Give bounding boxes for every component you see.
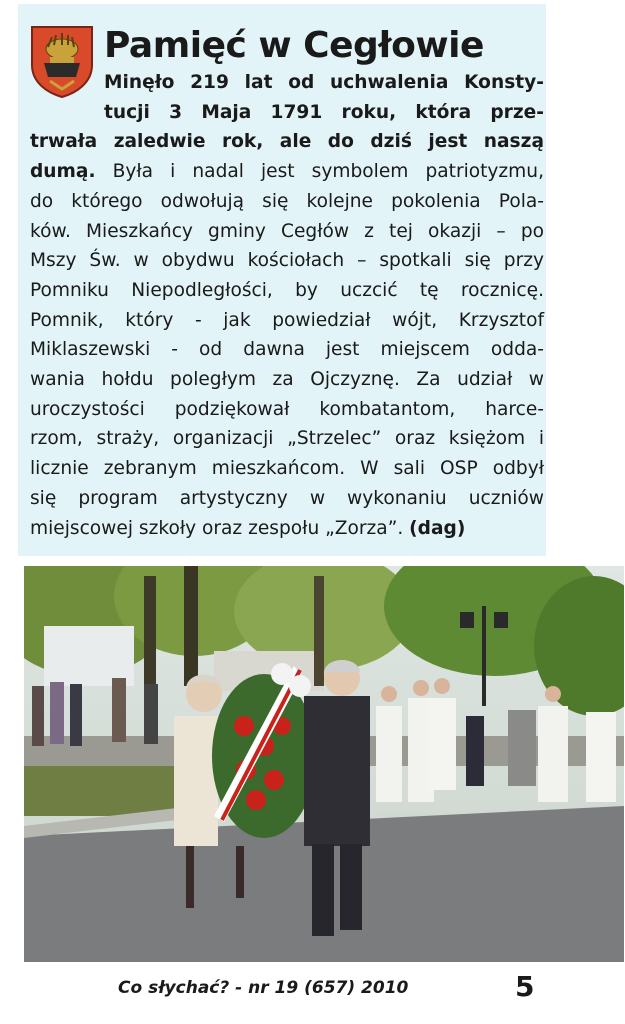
body-line: Pomnik, który - jak powiedział wójt, Krzysztof [30, 309, 544, 331]
body-line: uroczystości podziękował kombatantom, harce- [30, 398, 544, 420]
page-number: 5 [515, 970, 535, 1003]
body-text: miejscowej szkoły oraz zespołu „Zorza”. [30, 517, 410, 539]
ceremony-photo [24, 566, 624, 962]
lead-line: Minęło 219 lat od uchwalenia Konsty- [104, 72, 544, 93]
lead-line: trwała zaledwie rok, ale do dziś jest naszą [30, 131, 544, 153]
body-line: Pomniku Niepodległości, by uczcić tę rocznicę. [30, 279, 544, 301]
lead-end: dumą. [30, 161, 96, 183]
article-paragraph [30, 157, 544, 543]
body-line: ków. Mieszkańcy gminy Cegłów z tej okazji – po [30, 220, 544, 242]
body-line: Mszy Św. w obydwu kościołach – spotkali się przy [30, 250, 544, 272]
article-title: Pamięć w Cegłowie [104, 25, 484, 66]
body-line [30, 514, 544, 544]
body-line [30, 157, 544, 187]
article-body [30, 68, 544, 543]
byline: (dag) [409, 517, 466, 539]
body-line: się program artystyczny w wykonaniu uczniów [30, 487, 544, 509]
body-line: Miklaszewski - od dawna jest miejscem odda- [30, 339, 544, 361]
body-line: rzom, straży, organizacji „Strzelec” oraz księżom i [30, 428, 544, 450]
footer-publication: Co słychać? - nr 19 (657) 2010 [118, 978, 409, 998]
body-line: do którego odwołują się kolejne pokolenia Pola- [30, 190, 544, 212]
body-line: wania hołdu poległym za Ojczyznę. Za udział w [30, 369, 544, 391]
lead-line: tucji 3 Maja 1791 roku, która prze- [104, 101, 544, 123]
body-text: Była i nadal jest symbolem patriotyzmu, [95, 161, 544, 183]
body-line: licznie zebranym mieszkańcom. W sali OSP odbył [30, 458, 544, 480]
